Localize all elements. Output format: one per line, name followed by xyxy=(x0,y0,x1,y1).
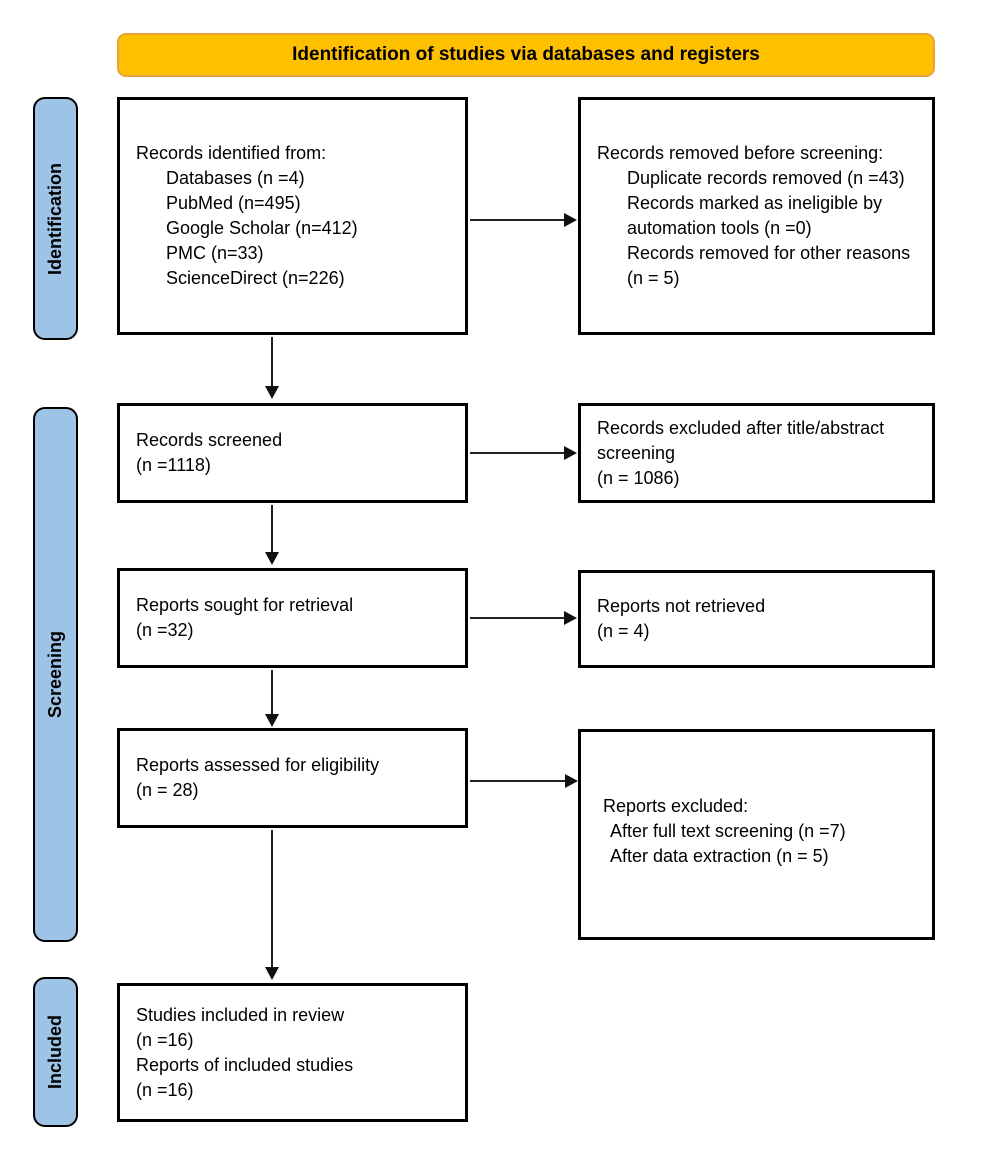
banner xyxy=(117,33,935,77)
box-text-line: (n =32) xyxy=(136,620,194,640)
box-text-line: Records excluded after title/abstract screening xyxy=(597,417,885,463)
stage-label-screening: Screening xyxy=(45,630,65,719)
box-text-line: (n = 1086) xyxy=(597,467,680,488)
stage-bar-identification xyxy=(33,97,78,340)
box-records-excluded xyxy=(578,403,935,503)
box-text-line: Reports assessed for eligibility xyxy=(136,755,380,775)
stage-bar-included xyxy=(33,977,78,1127)
stage-label-identification: Identification xyxy=(45,162,65,275)
box-text-line: Records identified from: xyxy=(136,143,327,163)
box-reports-sought xyxy=(117,568,468,668)
stage-bar-screening xyxy=(33,407,78,942)
box-reports-assessed xyxy=(117,728,468,828)
arrow-screened-to-excluded xyxy=(470,452,565,454)
arrow-identified-to-screened xyxy=(271,337,273,387)
box-text-line: After full text screening (n =7) xyxy=(610,821,846,841)
box-text-line: PMC (n=33) xyxy=(166,243,264,263)
box-text-line: (n = 4) xyxy=(597,621,650,641)
arrow-screened-to-sought xyxy=(271,505,273,553)
box-text-line: Reports sought for retrieval xyxy=(136,595,354,615)
box-text-line: (n =16) xyxy=(136,1079,194,1100)
box-text-line: Duplicate records removed (n =43) xyxy=(627,168,905,188)
box-text-line: Databases (n =4) xyxy=(166,168,305,188)
arrow-identified-to-removed xyxy=(470,219,565,221)
box-text-line: ScienceDirect (n=226) xyxy=(166,268,345,288)
box-text-line: Reports excluded: xyxy=(603,796,749,816)
box-text-line: (n = 28) xyxy=(136,780,199,800)
box-text-line: Records screened xyxy=(136,430,283,450)
box-records-removed xyxy=(578,97,935,335)
box-reports-not-retrieved xyxy=(578,570,935,668)
box-records-screened xyxy=(117,403,468,503)
box-reports-excluded xyxy=(578,729,935,940)
box-text-line: Records marked as ineligible by automation tools (n =0) xyxy=(627,193,883,238)
box-text-line: After data extraction (n = 5) xyxy=(610,846,829,866)
box-records-identified xyxy=(117,97,468,335)
box-text-line: Records removed before screening: xyxy=(597,143,884,163)
banner-title: Identification of studies via databases and registers xyxy=(292,44,760,65)
arrow-assessed-to-included xyxy=(271,830,273,968)
box-studies-included xyxy=(117,983,468,1122)
box-text-line: Reports of included studies xyxy=(136,1054,354,1075)
box-text-line: PubMed (n=495) xyxy=(166,193,301,213)
box-text-line: Studies included in review xyxy=(136,1004,345,1025)
box-text-line: Records removed for other reasons (n = 5) xyxy=(627,243,911,288)
arrow-sought-to-assessed xyxy=(271,670,273,715)
box-text-line: Google Scholar (n=412) xyxy=(166,218,358,238)
box-text-line: Reports not retrieved xyxy=(597,596,766,616)
stage-label-included: Included xyxy=(45,1014,65,1089)
arrow-sought-to-not-retrieved xyxy=(470,617,565,619)
box-text-line: (n =16) xyxy=(136,1029,194,1050)
box-text-line: (n =1118) xyxy=(136,455,211,475)
arrow-assessed-to-reports-excluded xyxy=(470,780,566,782)
